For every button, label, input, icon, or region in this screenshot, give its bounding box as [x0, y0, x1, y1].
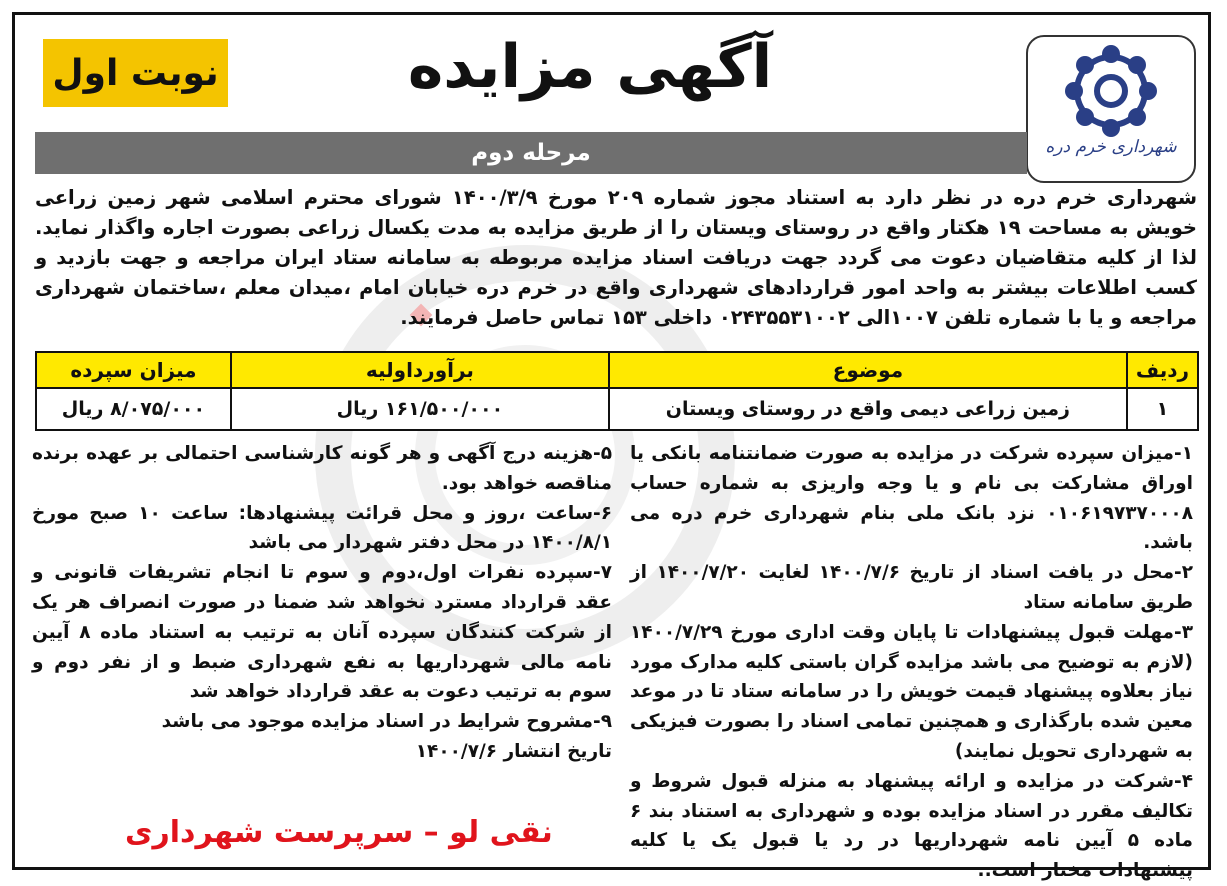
stage-bar [35, 132, 1027, 174]
col-header-row-number: ردیف [1127, 352, 1198, 388]
round-badge-label: نوبت اول [52, 52, 219, 94]
cell-initial-estimate: ۱۶۱/۵۰۰/۰۰۰ ریال [231, 388, 609, 430]
stage-label: مرحله دوم [471, 140, 591, 166]
municipality-logo [1026, 35, 1196, 183]
table-row [36, 388, 1198, 430]
publish-date: تاریخ انتشار ۱۴۰۰/۷/۶ [415, 740, 612, 762]
condition-item: ۹-مشروح شرایط در اسناد مزایده موجود می باشد [161, 711, 612, 733]
logo-caption: شهرداری خرم دره [1045, 137, 1177, 157]
cell-subject: زمین زراعی دیمی واقع در روستای ویستان [609, 388, 1127, 430]
round-badge [43, 39, 228, 107]
intro-paragraph: شهرداری خرم دره در نظر دارد به استناد مجوز شماره ۲۰۹ مورخ ۱۴۰۰/۳/۹ شورای محترم اسلامی شهر زمین زراعی خویش به مساحت ۱۹ هکتار واقع در روستای ویستان را از طریق مزایده به مدت یکسال زراعی بصورت اجاره واگذار نماید. لذا از کلیه متقاضیان دعوت می گردد جهت دریافت اسناد مزایده مربوطه به سامانه ستاد ایران مراجعه و جهت بازدید و کسب اطلاعات بیشتر به واحد امور قراردادهای شهرداری واقع در خرم دره خیابان امام ،میدان معلم ،ساختمان شهرداری مراجعه و یا با شماره تلفن ۱۰۰۷الی ۰۲۴۳۵۵۳۱۰۰۲ داخلی ۱۵۳ تماس حاصل فرمایند. [35, 186, 1197, 329]
condition-item: ۵-هزینه درج آگهی و هر گونه کارشناسی احتمالی بر عهده برنده مناقصه خواهد بود. [32, 443, 612, 494]
conditions-right-column [630, 439, 1193, 886]
condition-item: ۷-سپرده نفرات اول،دوم و سوم تا انجام تشریفات قانونی و عقد قرارداد مسترد نخواهد شد ضمنا در صورت انصراف هر یک از شرکت کنندگان سپرده آنان به ترتیب به استناد ماده ۸ آیین نامه مالی شهرداریها به نفع شهرداری ضبط و از نفر دوم و سوم به ترتیب دعوت به عقد قرارداد خواهد شد [32, 562, 612, 703]
condition-item: ۲-محل در یافت اسناد از تاریخ ۱۴۰۰/۷/۶ لغایت ۱۴۰۰/۷/۲۰ از طریق سامانه ستاد [630, 562, 1193, 613]
municipality-emblem-icon [1050, 45, 1172, 137]
col-header-deposit: میزان سپرده [36, 352, 231, 388]
advertisement-frame [12, 12, 1211, 882]
page-title: آگهی مزایده [407, 32, 773, 102]
signature: نقی لو – سرپرست شهرداری [125, 815, 553, 850]
cell-deposit: ۸/۰۷۵/۰۰۰ ریال [36, 388, 231, 430]
condition-item: ۳-مهلت قبول پیشنهادات تا پایان وقت اداری مورخ ۱۴۰۰/۷/۲۹ (لازم به توضیح می باشد مزایده گران باستی کلیه مدارک مورد نیاز بعلاوه پیشنهاد قیمت خویش را در سامانه ستاد تا در موعد معین شده بارگذاری و همچنین تمامی اسناد را بصورت فیزیکی به شهرداری تحویل نمایند) [630, 621, 1193, 762]
table-header-row [36, 352, 1198, 388]
conditions-left-column [32, 439, 612, 767]
condition-item: ۴-شرکت در مزایده و ارائه پیشنهاد به منزله قبول شروط و تکالیف مقرر در اسناد مزایده بوده و شهرداری به استناد بند ۶ ماده ۵ آیین نامه شهرداریها در رد یا قبول یک یا کلیه پیشنهادات مختار است.. [630, 770, 1193, 882]
condition-item: ۱-میزان سپرده شرکت در مزایده به صورت ضمانتنامه بانکی یا اوراق مشارکت بی نام و یا وجه واریزی به شماره حساب ۰۱۰۶۱۹۷۳۷۰۰۰۸ نزد بانک ملی بنام شهرداری خرم دره می باشد. [630, 443, 1193, 554]
cell-row-number: ۱ [1127, 388, 1198, 430]
col-header-subject: موضوع [609, 352, 1127, 388]
col-header-initial-estimate: برآورداولیه [231, 352, 609, 388]
auction-table [35, 351, 1199, 431]
condition-item: ۶-ساعت ،روز و محل قرائت پیشنهادها: ساعت ۱۰ صبح مورخ ۱۴۰۰/۸/۱ در محل دفتر شهردار می باشد [32, 502, 612, 554]
